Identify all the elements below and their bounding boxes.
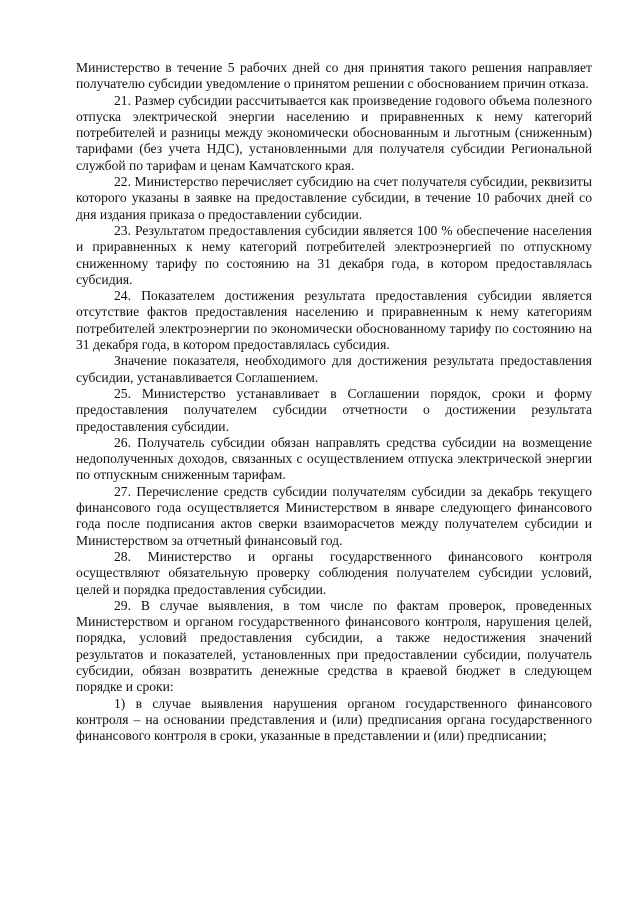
paragraph-27: 27. Перечисление средств субсидии получателям субсидии за декабрь текущего финансового года осуществляется Министерством в январе следующего финансового года после подписания актов сверки взаиморасчетов между получателем субсидии и Министерством за отчетный финансовый год. [76, 483, 592, 548]
paragraph-29: 29. В случае выявления, в том числе по фактам проверок, проведенных Министерством и органом государственного финансового контроля, нарушения целей, порядка, условий предоставления субсидии, а также недостижения значений результатов и показателей, установленных при предоставлении субсидии, получатель субсидии, обязан возвратить денежные средства в краевой бюджет в следующем порядке и сроки: [76, 597, 592, 695]
paragraph-28: 28. Министерство и органы государственного финансового контроля осуществляют обязательную проверку соблюдения получателем субсидии условий, целей и порядка предоставления субсидии. [76, 548, 592, 597]
paragraph-22: 22. Министерство перечисляет субсидию на счет получателя субсидии, реквизиты которого указаны в заявке на предоставление субсидии, в течение 10 рабочих дней со дня издания приказа о предоставлении субсидии. [76, 174, 592, 222]
document-page [76, 60, 592, 744]
paragraph-23: 23. Результатом предоставления субсидии является 100 % обеспечение населения и приравненных к нему категорий потребителей электроэнергией по отпускному сниженному тарифу по состоянию на 31 декабря года, в котором предоставлялась субсидия. [76, 222, 592, 287]
paragraph-24-value: Значение показателя, необходимого для достижения результата предоставления субсидии, устанавливается Соглашением. [76, 353, 592, 385]
paragraph-continuation: Министерство в течение 5 рабочих дней со дня принятия такого решения направляет получателю субсидии уведомление о принятом решении с обоснованием причин отказа. [76, 60, 592, 92]
paragraph-21: 21. Размер субсидии рассчитывается как произведение годового объема полезного отпуска электрической энергии населению и приравненных к нему категорий потребителей и разницы между экономически обоснованным и льготным (сниженным) тарифами (без учета НДС), установленными для получателя субсидии Региональной службой по тарифам и ценам Камчатского края. [76, 92, 592, 173]
paragraph-24: 24. Показателем достижения результата предоставления субсидии является отсутствие фактов предоставления населению и приравненным к нему категориям потребителей электроэнергии по экономически обоснованному тарифу по состоянию на 31 декабря года, в котором предоставлялась субсидия. [76, 288, 592, 353]
paragraph-29-item-1: 1) в случае выявления нарушения органом государственного финансового контроля – на основании представления и (или) предписания органа государственного финансового контроля в сроки, указанные в представлении и (или) предписании; [76, 695, 592, 744]
paragraph-25: 25. Министерство устанавливает в Соглашении порядок, сроки и форму предоставления получателем субсидии отчетности о достижении результата предоставления субсидии. [76, 385, 592, 434]
paragraph-26: 26. Получатель субсидии обязан направлять средства субсидии на возмещение недополученных доходов, связанных с осуществлением отпуска электрической энергии по отпускным сниженным тарифам. [76, 434, 592, 483]
